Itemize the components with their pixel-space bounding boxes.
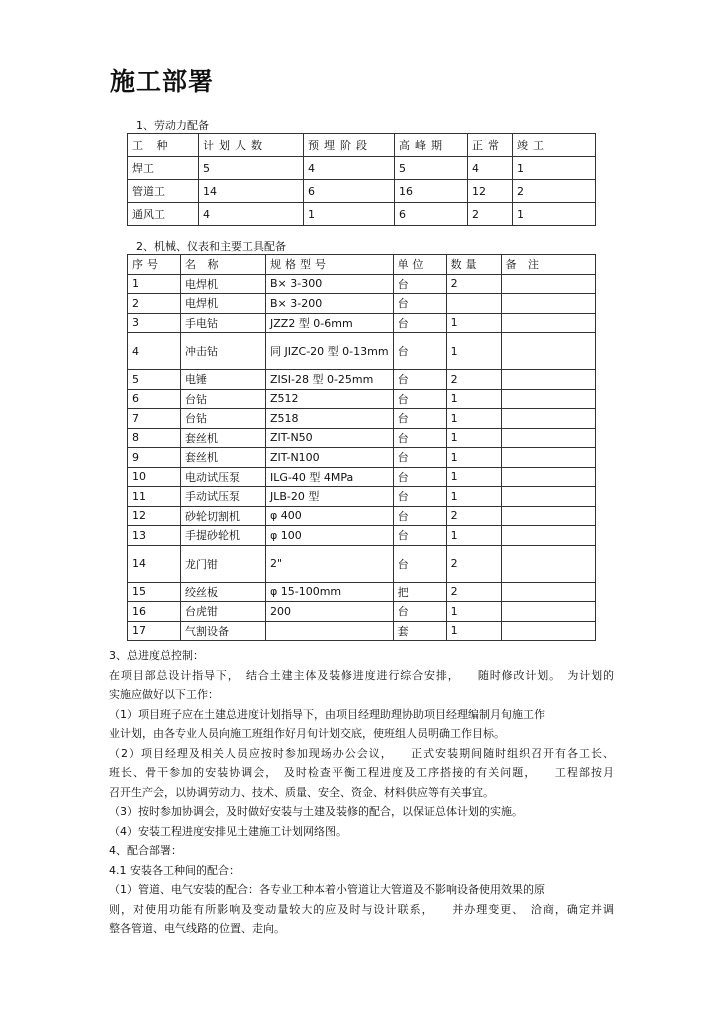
table-cell: 11 — [128, 487, 181, 507]
table-cell — [446, 294, 501, 314]
table-cell — [501, 428, 595, 448]
table-cell: 1 — [304, 203, 395, 226]
table-cell — [501, 506, 595, 526]
table-cell: 1 — [446, 448, 501, 468]
table-row — [128, 180, 596, 203]
labor-header-row — [128, 134, 596, 157]
table-row — [128, 274, 596, 294]
table-cell: 2 — [446, 274, 501, 294]
table-cell: 1 — [446, 602, 501, 622]
table-cell: 焊工 — [128, 157, 199, 180]
table-cell: 4 — [128, 333, 181, 370]
header-cell: 工 种 — [128, 134, 199, 157]
table-cell: 台 — [393, 370, 446, 390]
table-cell: 1 — [446, 487, 501, 507]
paragraph-line: 业计划，由各专业人员向施工班组作好月旬计划交底，使班组人员明确工作目标。 — [109, 727, 505, 740]
schedule-section — [109, 646, 614, 939]
table-cell — [501, 333, 595, 370]
table-row — [128, 602, 596, 622]
paragraph-line: 整各管道、电气线路的位置、走向。 — [109, 922, 285, 935]
paragraph-line: 班长、骨干参加的安装协调会， 及时检查平衡工程进度及工序搭接的有关问题， 工程部按月 — [109, 766, 614, 779]
header-cell: 单位 — [393, 255, 446, 275]
table-cell: 绞丝板 — [181, 582, 266, 602]
table-cell: JZZ2 型 0-6mm — [266, 313, 394, 333]
header-cell: 正常 — [468, 134, 513, 157]
table-cell: B× 3-300 — [266, 274, 394, 294]
table-cell: 电焊机 — [181, 274, 266, 294]
header-cell: 竣工 — [513, 134, 596, 157]
table-cell: 台 — [393, 467, 446, 487]
paragraph-line: （1）项目班子应在土建总进度计划指导下，由项目经理助理协助项目经理编制月旬施工作 — [109, 707, 545, 721]
table-cell: Z512 — [266, 389, 394, 409]
labor-table — [127, 133, 596, 226]
table-cell: 2" — [266, 545, 394, 582]
header-cell: 高峰期 — [395, 134, 468, 157]
table-cell: 1 — [446, 389, 501, 409]
table-cell: 4 — [199, 203, 304, 226]
table-cell: 1 — [128, 274, 181, 294]
table-cell: 台 — [393, 545, 446, 582]
table-cell: 8 — [128, 428, 181, 448]
table-cell — [501, 294, 595, 314]
table-cell: 16 — [128, 602, 181, 622]
table-cell: 套 — [393, 621, 446, 641]
table-cell: 9 — [128, 448, 181, 468]
table-cell: 电动试压泵 — [181, 467, 266, 487]
table-cell: 台 — [393, 389, 446, 409]
table-row — [128, 370, 596, 390]
equipment-heading: 2、机械、仪表和主要工具配备 — [136, 240, 286, 253]
table-cell: 台 — [393, 506, 446, 526]
table-cell: 14 — [199, 180, 304, 203]
table-cell: ZIT-N100 — [266, 448, 394, 468]
table-cell: ZIT-N50 — [266, 428, 394, 448]
table-cell — [501, 467, 595, 487]
table-cell: 10 — [128, 467, 181, 487]
header-cell: 规格型号 — [266, 255, 394, 275]
table-cell: 13 — [128, 526, 181, 546]
table-cell: 台 — [393, 602, 446, 622]
table-cell: 2 — [446, 582, 501, 602]
table-cell — [501, 389, 595, 409]
table-cell: 2 — [468, 203, 513, 226]
table-row — [128, 545, 596, 582]
table-cell: 6 — [395, 203, 468, 226]
table-cell — [501, 582, 595, 602]
table-cell: φ 100 — [266, 526, 394, 546]
header-cell: 备 注 — [501, 255, 595, 275]
header-cell: 计划人数 — [199, 134, 304, 157]
schedule-heading: 3、总进度总控制： — [109, 649, 204, 662]
header-cell: 预埋阶段 — [304, 134, 395, 157]
table-cell: 1 — [446, 313, 501, 333]
table-cell: 2 — [446, 545, 501, 582]
table-cell: 1 — [446, 409, 501, 429]
paragraph-line: （3）按时参加协调会，及时做好安装与土建及装修的配合，以保证总体计划的实施。 — [109, 805, 523, 818]
table-cell: 12 — [468, 180, 513, 203]
table-cell: B× 3-200 — [266, 294, 394, 314]
header-cell: 数量 — [446, 255, 501, 275]
table-cell: 4 — [304, 157, 395, 180]
paragraph-line: （2）项目经理及相关人员应按时参加现场办公会议， 正式安装期间随时组织召开有各工长、 — [109, 746, 614, 760]
table-cell: 2 — [446, 370, 501, 390]
table-cell: φ 15-100mm — [266, 582, 394, 602]
table-cell: 12 — [128, 506, 181, 526]
header-cell: 名 称 — [181, 255, 266, 275]
table-cell — [501, 409, 595, 429]
table-cell: 手提砂轮机 — [181, 526, 266, 546]
paragraph-line: 在项目部总设计指导下， 结合土建主体及装修进度进行综合安排， 随时修改计划。 为计划的 — [109, 668, 614, 682]
table-cell: 电锤 — [181, 370, 266, 390]
table-cell: 台 — [393, 526, 446, 546]
table-row — [128, 467, 596, 487]
table-cell: 手电钻 — [181, 313, 266, 333]
table-cell: 2 — [513, 180, 596, 203]
table-row — [128, 157, 596, 180]
table-cell: 台虎钳 — [181, 602, 266, 622]
table-cell: 5 — [128, 370, 181, 390]
table-cell: 1 — [446, 526, 501, 546]
table-cell: 台 — [393, 448, 446, 468]
table-cell: 1 — [513, 157, 596, 180]
table-cell: 1 — [513, 203, 596, 226]
table-cell: 台 — [393, 409, 446, 429]
paragraph-line: （1）管道、电气安装的配合：各专业工种本着小管道让大管道及不影响设备使用效果的原 — [109, 883, 545, 896]
table-cell — [501, 274, 595, 294]
labor-heading: 1、劳动力配备 — [136, 119, 209, 132]
table-cell: 台 — [393, 274, 446, 294]
table-cell — [501, 313, 595, 333]
table-cell: 套丝机 — [181, 428, 266, 448]
table-cell: 2 — [446, 506, 501, 526]
table-cell — [501, 526, 595, 546]
header-cell: 序号 — [128, 255, 181, 275]
table-row — [128, 294, 596, 314]
table-row — [128, 487, 596, 507]
coordination-subheading: 4.1 安装各工种间的配合： — [109, 863, 240, 877]
table-cell — [266, 621, 394, 641]
table-cell: 4 — [468, 157, 513, 180]
table-cell: 同 JIZC-20 型 0-13mm — [266, 333, 394, 370]
table-cell: 管道工 — [128, 180, 199, 203]
table-cell: 冲击钻 — [181, 333, 266, 370]
table-cell: 1 — [446, 467, 501, 487]
table-cell: 7 — [128, 409, 181, 429]
table-row — [128, 409, 596, 429]
table-cell: 台 — [393, 313, 446, 333]
table-cell — [501, 370, 595, 390]
table-row — [128, 526, 596, 546]
table-row — [128, 203, 596, 226]
table-cell: 手动试压泵 — [181, 487, 266, 507]
table-cell: 6 — [304, 180, 395, 203]
table-cell: 1 — [446, 333, 501, 370]
table-cell: 电焊机 — [181, 294, 266, 314]
table-cell: φ 400 — [266, 506, 394, 526]
table-cell: 台 — [393, 333, 446, 370]
table-cell: ZISI-28 型 0-25mm — [266, 370, 394, 390]
table-row — [128, 506, 596, 526]
table-row — [128, 389, 596, 409]
paragraph-line: （4）安装工程进度安排见土建施工计划网络图。 — [109, 824, 347, 838]
table-cell: 气割设备 — [181, 621, 266, 641]
table-cell: 5 — [395, 157, 468, 180]
table-cell: 把 — [393, 582, 446, 602]
table-cell: 龙门钳 — [181, 545, 266, 582]
table-row — [128, 428, 596, 448]
table-cell: 17 — [128, 621, 181, 641]
table-cell: 16 — [395, 180, 468, 203]
table-cell: 台 — [393, 487, 446, 507]
paragraph-line: 召开生产会，以协调劳动力、技术、质量、安全、资金、材料供应等有关事宜。 — [109, 785, 494, 799]
table-cell: 套丝机 — [181, 448, 266, 468]
paragraph-line: 实施应做好以下工作： — [109, 688, 219, 701]
page-title: 施工部署 — [110, 67, 215, 96]
table-row — [128, 333, 596, 370]
table-cell: JLB-20 型 — [266, 487, 394, 507]
table-cell: ILG-40 型 4MPa — [266, 467, 394, 487]
table-cell: 6 — [128, 389, 181, 409]
table-cell: 3 — [128, 313, 181, 333]
table-cell: 5 — [199, 157, 304, 180]
paragraph-line: 则，对使用功能有所影响及变动量较大的应及时与设计联系， 并办理变更、 洽商，确定并调 — [109, 902, 614, 916]
table-cell — [501, 621, 595, 641]
table-cell: 台 — [393, 294, 446, 314]
table-row — [128, 313, 596, 333]
table-cell: Z518 — [266, 409, 394, 429]
table-row — [128, 582, 596, 602]
table-cell: 通风工 — [128, 203, 199, 226]
table-cell: 200 — [266, 602, 394, 622]
table-cell: 14 — [128, 545, 181, 582]
equipment-table — [127, 254, 596, 641]
table-cell: 台钻 — [181, 409, 266, 429]
table-cell: 1 — [446, 428, 501, 448]
table-cell — [501, 602, 595, 622]
table-row — [128, 621, 596, 641]
table-cell: 1 — [446, 621, 501, 641]
table-row — [128, 448, 596, 468]
coordination-heading: 4、配合部署： — [109, 844, 182, 857]
table-cell: 15 — [128, 582, 181, 602]
equipment-header-row — [128, 255, 596, 275]
table-cell — [501, 545, 595, 582]
table-cell — [501, 448, 595, 468]
table-cell — [501, 487, 595, 507]
table-cell: 砂轮切割机 — [181, 506, 266, 526]
table-cell: 台钻 — [181, 389, 266, 409]
table-cell: 2 — [128, 294, 181, 314]
table-cell: 台 — [393, 428, 446, 448]
